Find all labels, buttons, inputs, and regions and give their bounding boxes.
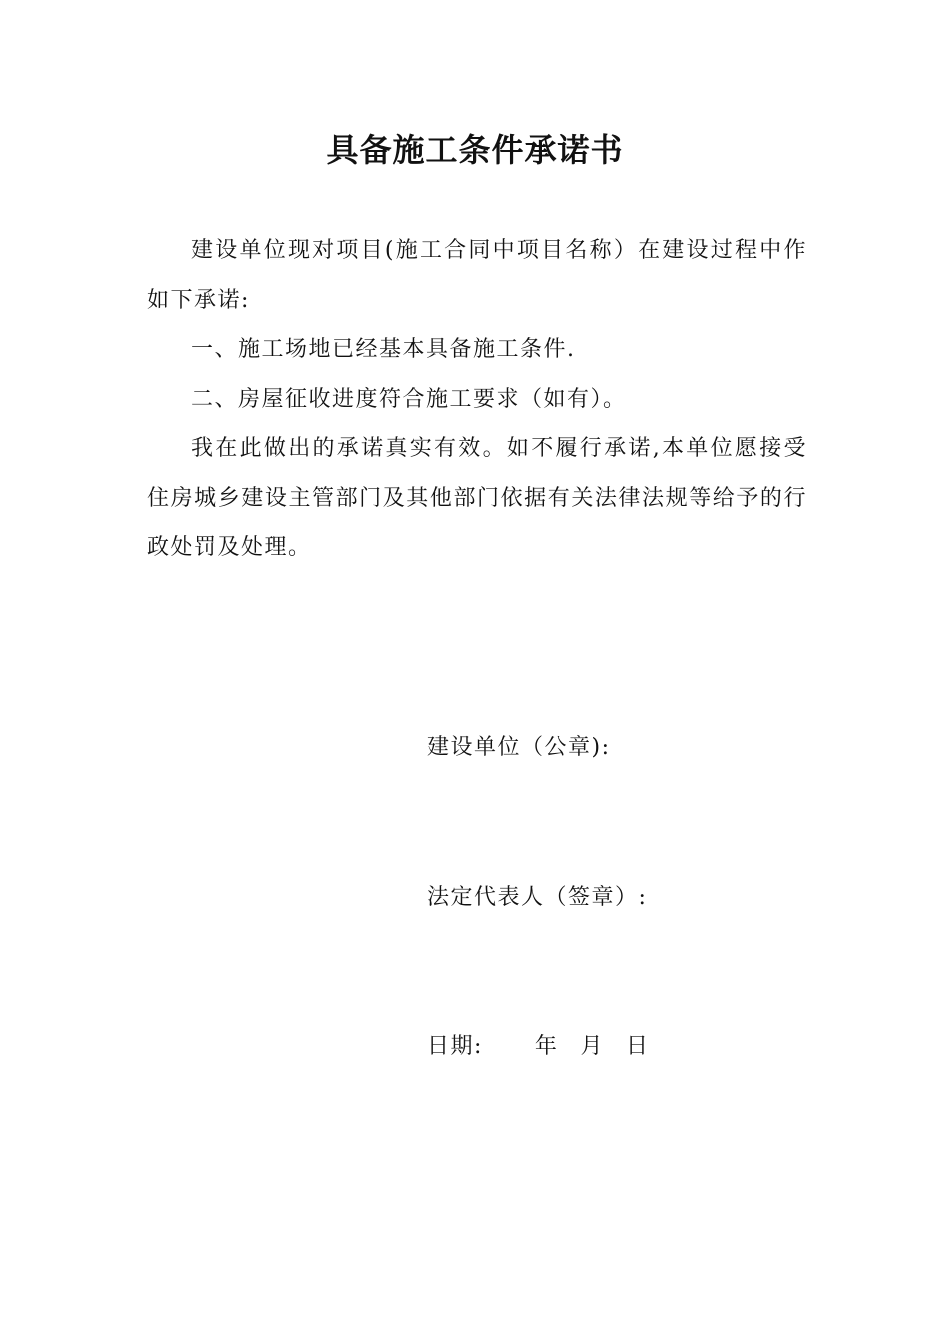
- signature-unit-label: 建设单位（公章):: [427, 735, 611, 760]
- date-year-label: 年: [534, 1034, 559, 1059]
- paragraph-commitment: 我在此做出的承诺真实有效。如不履行承诺,本单位愿接受住房城乡建设主管部门及其他部门依据有关法律法规等给予的行政处罚及处理。: [147, 436, 807, 560]
- signature-representative-label: 法定代表人（签章）:: [427, 885, 648, 910]
- paragraph-item-2: 二、房屋征收进度符合施工要求（如有）。: [191, 386, 627, 412]
- signature-date-line: [427, 1032, 649, 1062]
- date-month-label: 月: [580, 1034, 604, 1059]
- paragraph-item-1: 一、施工场地已经基本具备施工条件.: [191, 337, 576, 362]
- document-body: [147, 226, 807, 573]
- date-label: 日期:: [427, 1034, 483, 1059]
- paragraph-intro: 建设单位现对项目(施工合同中项目名称）在建设过程中作如下承诺:: [147, 238, 807, 313]
- document-title: 具备施工条件承诺书: [326, 131, 624, 169]
- date-day-label: 日: [625, 1034, 650, 1059]
